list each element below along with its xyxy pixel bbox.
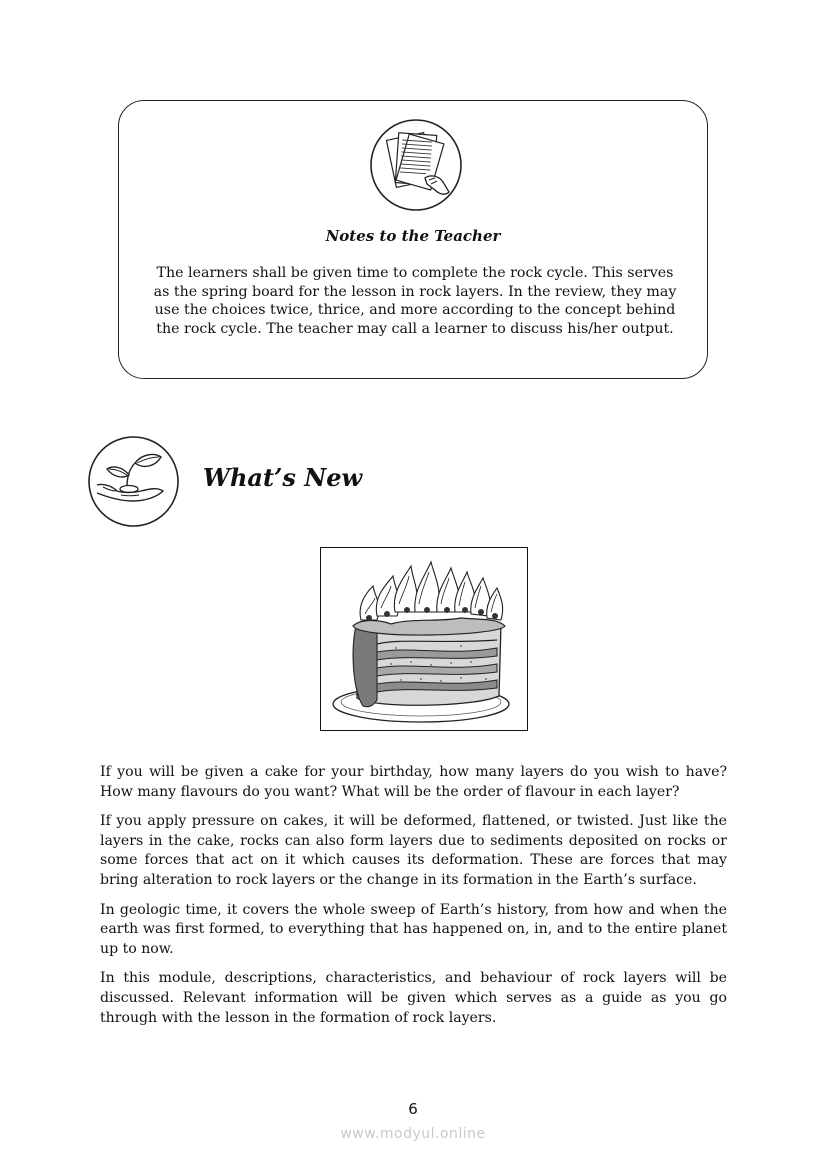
- page-number: 6: [408, 1100, 418, 1118]
- notes-body: [138, 264, 692, 338]
- papers-in-hand-icon: [369, 118, 463, 212]
- notes-line: use the choices twice, thrice, and more according to the concept behind: [154, 302, 676, 318]
- paragraph: In this module, descriptions, characteristics, and behaviour of rock layers will be discussed. Relevant information will be given which serves as a guide as you go through with the lesson in the formation of rock layers.: [100, 970, 727, 1026]
- notes-line: as the spring board for the lesson in rock layers. In the review, they may: [153, 283, 677, 300]
- paragraph: In geologic time, it covers the whole sweep of Earth’s history, from how and when the earth was first formed, to everything that has happened on, in, and to the entire planet up to now.: [100, 901, 727, 957]
- lesson-text: [100, 763, 727, 1038]
- section-title: What’s New: [203, 463, 363, 492]
- layered-cake-illustration: [320, 547, 528, 731]
- notes-title: Notes to the Teacher: [325, 227, 501, 245]
- paragraph: If you apply pressure on cakes, it will be deformed, flattened, or twisted. Just like the layers in the cake, rocks can also form layers due to sediments deposited on rocks or some forces that act on it which causes its deformation. These are forces that may bring alteration to rock layers or the change in its formation in the Earth’s surface.: [100, 813, 727, 888]
- watermark: www.modyul.online: [340, 1126, 486, 1142]
- paragraph: If you will be given a cake for your birthday, how many layers do you wish to have? How many flavours do you want? What will be the order of flavour in each layer?: [100, 764, 727, 800]
- seedling-in-hand-icon: [87, 435, 180, 528]
- notes-line: The learners shall be given time to complete the rock cycle. This serves: [156, 265, 674, 281]
- notes-line: the rock cycle. The teacher may call a learner to discuss his/her output.: [156, 320, 674, 337]
